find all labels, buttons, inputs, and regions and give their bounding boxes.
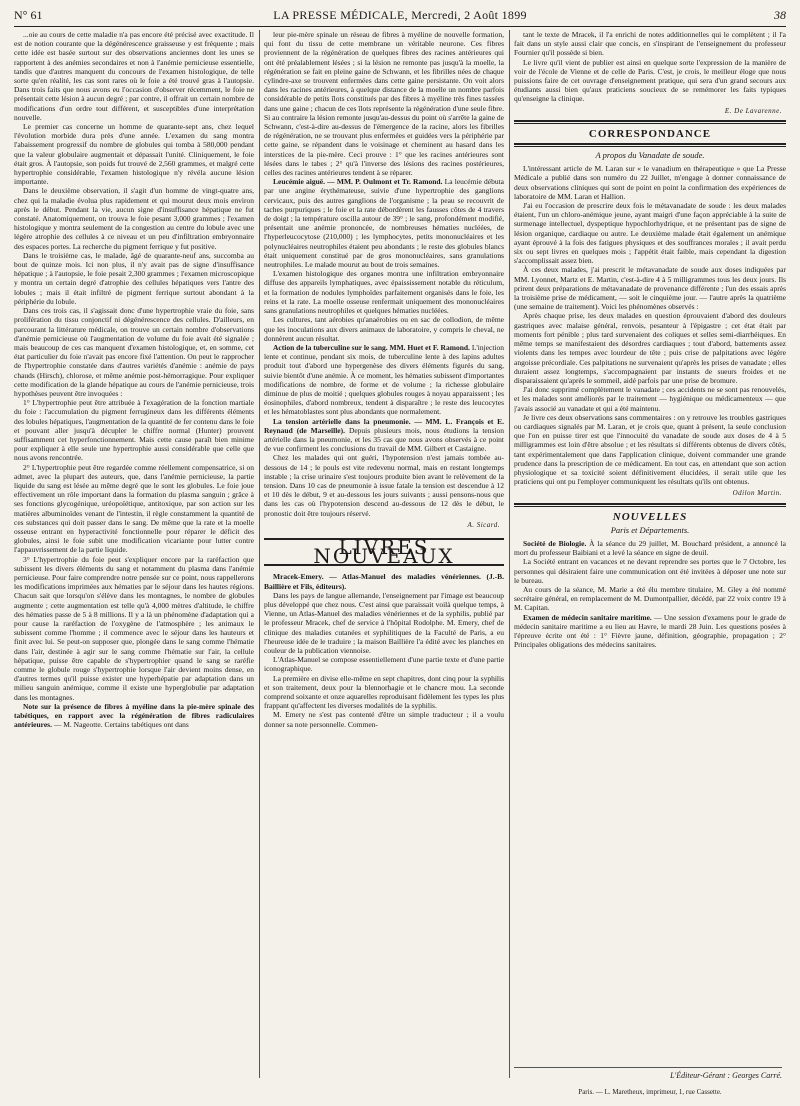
paragraph: L'examen histologique des organes montra une infiltration embryonnaire diffuse des appareils lymphatiques, avec épaississement notable du réticulum, et la formation de nodules lymphoïdes parfaitement organisés dans le foie, les reins et la rate. La moelle osseuse renfermait uniquement des mononucléaires sans granulations neutrophiles et quelques hématies nucléées.	[264, 269, 504, 316]
paragraph: Dans ces trois cas, il s'agissait donc d'une hypertrophie vraie du foie, sans prolifération du tissu conjonctif ni dégénérescence des cellules. D'ailleurs, en parcourant la littérature médicale, on trouve un certain nombre d'observations d'anémie pernicieuse où l'augmentation de volume du foie avait été signalée ; mais beaucoup de ces cas manquent d'examen histologique, et, en somme, cet état particulier du foie n'avait pas encore fixé l'attention. On peut le rapprocher de l'hypertrophie constatée dans d'autres variétés d'anémie : anémie de pays chauds (Hirsch), chlorose, et même anémie post-hémorragique. Pour expliquer cette modification de la glande hépatique au cours de l'anémie pernicieuse, trois hypothèses peuvent être invoquées :	[14, 306, 254, 398]
header-rule	[14, 26, 786, 27]
printer-line: Paris. — L. Maretheux, imprimeur, 1, rue Cassette.	[578, 1088, 722, 1096]
section-title: Leucémie aiguë. — MM. P. Oulmont et Tr. Ramond.	[273, 177, 443, 187]
section-paragraph	[264, 417, 504, 454]
page-number: 38	[774, 8, 786, 22]
news-title: Examen de médecin sanitaire maritime.	[523, 612, 652, 622]
news-item	[514, 613, 786, 650]
column-divider	[509, 30, 510, 1078]
paragraph: leur pie-mère spinale un réseau de fibres à myéline de nouvelle formation, qui font du tissu de cette membrane un véritable neurone. Ces fibres proviennent de la régénération de quelques fibres des racines antérieures qui ont été préalablement lésées ; si la lésion ne remonte pas jusqu'à la moelle, la régénération se fait en pleine gaine de Schwann, et les fibrilles nées de chaque cylindre-axe se trouvent enfermées dans cette gaine persistante. On voit alors dans les racines antérieures, à quelque distance de la moelle un nombre parfois considérable de petits îlots constitués par des fibres à myéline très fines tassées dans une gaine ; chacun de ces îlots représente la régénération d'une seule fibre. Si au contraire la lésion remonte jusqu'au-dessus du point où s'arrête la gaine de Schwann, c'est-à-dire au-dessus de l'émergence de la racine, alors les fibrilles de régénération, ne se trouvant plus enfermées et guidées vers la périphérie par cette gaine, se répandent dans le voisinage et cheminent au hasard dans les interstices de la pie-mère. Ceci prouve : 1° que les racines antérieures sont lésées dans le tabes ; 2° qu'à l'inverse des lésions des racines postérieures, celles des racines antérieures tendent à se réparer.	[264, 30, 504, 178]
signature: Odilon Martin.	[732, 489, 782, 498]
paragraph: Le livre qu'il vient de publier est ainsi en quelque sorte l'expression de la manière de voir de l'école de Vienne et de celle de Paris. C'est, je crois, le meilleur éloge que nous puissions faire de cet ouvrage d'enseignement pratique, qui sera d'un grand secours aux étudiants aussi bien qu'aux praticiens soucieux de se remémorer les faits typiques qu'enseigne la clinique.	[514, 57, 786, 104]
paragraph: Dans les pays de langue allemande, l'enseignement par l'image est beaucoup plus développé que chez nous. C'est ainsi que paraissait voilà quelque temps, à Vienne, un Atlas-Manuel des maladies vénériennes et de la syphilis, publié par le professeur Mracek, chef de service à l'hôpital Rodolphe. M. Emery, chef de clinique des maladies cutanées et syphilitiques de la Faculté de Paris, a eu l'heureuse idée de le traduire ; la maison Baillière l'a édité avec les planches en couleur de la publication viennoise.	[264, 590, 504, 655]
book-title: Mracek-Emery. — Atlas-Manuel des maladies vénériennes. (J.-B. Baillière et Fils, éditeurs).	[264, 572, 504, 591]
journal-title: LA PRESSE MÉDICALE, Mercredi, 2 Août 1899	[273, 8, 527, 22]
paragraph: Je livre ces deux observations sans commentaires : on y retrouve les troubles gastriques ou cardiaques signalés par M. Laran, et je crois que, quant à présent, la seule conclusion que l'on en puisse tirer est que l'innocuité du vanadate de soude aux doses de 4 à 5 milligrammes est loin d'être absolue ; et les résultats si différents obtenus de divers côtés, tant expérimentalement que dans l'application clinique, doivent commander une grande prudence dans la prescription de ce médicament. En tout cas, en attendant que son action physiologique et sa toxicité soient définitivement élucidées, il serait utile que les praticiens qui ont pu l'employer communiquent les résultats qu'ils ont obtenus.	[514, 412, 786, 487]
correspondance-heading: CORRESPONDANCE	[588, 127, 712, 140]
paragraph: À ces deux malades, j'ai prescrit le métavanadate de soude aux doses indiquées par MM. Lyonnet, Martz et E. Martin, c'est-à-dire 4 à 5 milligrammes tous les deux jours. Ils prirent deux préparations de métavanadate de provenance différente ; l'un des essais après la troisième prise de médicament, — soit le cinquième jour. — l'autre après la quatrième (une semaine de traitement). Voici les phénomènes observés :	[514, 265, 786, 312]
paragraph: La première en divise elle-même en sept chapitres, dont cinq pour la syphilis et son traitement, deux pour la blennorhagie et le chancre mou. La seconde comprend soixante et onze aquarelles reproduisant fidèlement les types les plus frappant qu'affectent les diverses modalités de la syphilis.	[264, 673, 504, 711]
editor-line: L'Éditeur-Gérant : Georges Carré.	[514, 1067, 782, 1080]
paragraph: M. Emery ne s'est pas contenté d'être un simple traducteur ; il a voulu donner sa note personnelle. Commen-	[264, 710, 504, 729]
nouvelles-heading: NOUVELLES	[612, 510, 688, 523]
news-item	[514, 557, 786, 585]
paragraph: J'ai eu l'occasion de prescrire deux fois le métavanadate de soude : les deux malades étaient, l'un un chloro-anémique jeune, ayant maigri d'une façon appréciable à la suite de surmenage intellectuel, dyspeptique hypochlorhydrique, et ne présentant pas de signe de lésion organique, cardiaque ou autre. Le deuxième malade était également un anémique ayant éprouvé à la fois des fatigues physiques et des souffrances morales ; il avait perdu six ou sept livres en quelques mois ; l'appétit était faible, mais cependant la digestion s'accomplissait assez bien.	[514, 201, 786, 266]
paragraph: tant le texte de Mracek, il l'a enrichi de notes additionnelles qui le complètent ; il l'a fait dans un style aussi clair que concis, en s'inspirant de l'enseignement du professeur Fournier qu'il possède si bien.	[514, 30, 786, 58]
column-divider	[259, 30, 260, 1078]
news-text: À la séance du 29 juillet, M. Bouchard président, a annoncé la mort du professeur Baibiani et a levé la séance en signe de deuil.	[514, 538, 786, 558]
column-3	[514, 30, 786, 1060]
paragraph: L'intéressant article de M. Laran sur « le vanadium en thérapeutique » que La Presse Médicale a publié dans son numéro du 22 Juillet, m'engage à donner connaissance de deux observations cliniques qui sont de point en point la confirmation des expériences de laboratoire de MM. Laran et Hallion.	[514, 164, 786, 201]
paragraph: L'Atlas-Manuel se compose essentiellement d'une partie texte et d'une partie iconographique.	[264, 655, 504, 674]
paragraph: 2° L'hypertrophie peut être regardée comme réellement compensatrice, si on admet, avec la plupart des auteurs, que, dans l'anémie pernicieuse, la partie liquide du sang est lésée au même degré que le sont les globules. Le foie joue effectivement un rôle important dans la formation du plasma sanguin ; grâce à ses fonctions glycogénique, uréopoïétique, antitoxique, par son action sur les matières albuminoïdes venant de l'intestin, il règle constamment la quantité de ces substances qui doit passer dans le sang. De même que la rate et la moelle osseuse entrant en hyperactivité fonctionnelle pour réparer le déficit des globules, ainsi le foie subit une modification vicariante pour lutter contre l'appauvrissement de la partie liquide.	[14, 462, 254, 555]
page-header	[14, 8, 786, 26]
section-paragraph	[264, 343, 504, 417]
paragraph: Le premier cas concerne un homme de quarante-sept ans, chez lequel l'évolution morbide dura près d'une année. L'examen du sang montra l'abaissement progressif du nombre de globules qui tomba à 580,000 pendant que la valeur globulaire augmentait et dépassait l'unité. Cliniquement, le foie était gros. À l'autopsie, son poids fut trouvé de 2,560 grammes, et malgré cette hypertrophie considérable, l'examen histologique n'y révéla aucune lésion importante.	[14, 122, 254, 187]
correspondance-subtitle: A propos du Vanadate de soude.	[595, 150, 705, 161]
paragraph: Après chaque prise, les deux malades en question éprouvaient d'abord des douleurs gastriques avec malaise général, renvois, pesanteur à l'épigastre ; cet état était par moments fort pénible ; plus tard survenaient des coliques et selles semi-diarrhéiques. En même temps se manifestaient des désordres cardiaques ; tout d'abord, battements assez violents dans les tempes avec lourdeur de tête ; puis crise de palpitations avec légère angoisse précordiale. Ces palpitations ne survenaient qu'après les prises de vanadate ; elles duraient assez longtemps, s'accompagnaient par instants de sueurs froides et ne disparaissaient qu'après le sommeil, aidé parfois par une prise de bromure.	[514, 311, 786, 385]
nouvelles-subtitle: Paris et Départements.	[610, 524, 690, 535]
livres-heading: LIVRES NOUVEAUX	[264, 538, 504, 566]
note-text: — M. Nageotte. Certains tabétiques ont dans	[53, 720, 189, 730]
section-text: La leucémie débuta par une angine érythémateuse, suivie d'une hypertrophie des ganglions cervicaux, puis des autres ganglions de l'organisme ; la peau se recouvrit de taches purpuriques ; le foie et la rate débordèrent les fausses côtes de 4 travers de doigt ; la température oscilla autour de 39° ; le sang, profondément modifié, présentait une anémie prononcée, de nombreuses hématies nucléées, de l'hyperleucocytose (210,000) ; les lymphocytes, petits mononucléaires et les polynucléaires neutrophiles étaient peu abondants ; le reste des globules blancs était uniquement constitué par de gros mononucléaires, sans granulations neutrophiles. Le malade mourut au bout de trois semaines.	[264, 177, 504, 270]
section-paragraph	[264, 177, 504, 269]
paragraph: ...oie au cours de cette maladie n'a pas encore été précisé avec exactitude. Il est de notion courante que la dégénérescence graisseuse y est fréquente ; mais cette idée est basée surtout sur des observations anciennes dont les unes se rapportent à des anémies secondaires et non à l'anémie pernicieuse essentielle, tandis que d'autres manquent du concours de l'examen histologique, de telle sorte qu'en réalité, les cas sont rares où le foie a été trouvé gras à l'autopsie. Dans trois faits que nous avons eu l'occasion d'observer récemment, le foie ne présentait cette lésion à aucun degré ; par contre, il offrait un certain nombre de modifications d'un ordre tout différent, et susceptibles d'une interprétation nouvelle.	[14, 30, 254, 122]
news-item	[514, 539, 786, 557]
news-text: — Une session d'examens pour le grade de médecin sanitaire maritime a eu lieu au Havre, le mardi 28 Juin. Les questions posées à l'épreuve écrite ont été : 1° Fièvre jaune, définition, géographie, propagation ; 2° Principales obligations des médecins sanitaires.	[514, 612, 786, 650]
section-title: La tension artérielle dans la pneumonie. — MM. L. François et E. Reynaud (de Marseille).	[264, 416, 504, 435]
section-title: Action de la tuberculine sur le sang. MM. Huet et F. Ramond.	[273, 342, 470, 352]
column-2	[264, 30, 504, 1078]
issue-number: N° 61	[14, 8, 43, 22]
paragraph: Les cultures, tant aérobies qu'anaérobies ou en sac de collodion, de même que les inoculations aux divers animaux de laboratoire, y compris le cheval, ne donnèrent aucun résultat.	[264, 315, 504, 343]
section-rule	[514, 120, 786, 124]
news-text: La Société entrant en vacances et ne devant reprendre ses portes que le 7 Octobre, les personnes qui désiraient faire une communication ont été invitées à déposer une note sur le bureau.	[514, 557, 786, 585]
paragraph: Dans le troisième cas, le malade, âgé de quarante-neuf ans, succomba au bout de quinze mois. Ici non plus, il n'y avait pas de signe d'insuffisance hépatique ; à l'autopsie, le foie pesait 2,300 grammes ; l'examen microscopique y montra un certain degré d'atrophie des cellules hépatiques vers l'antre des lobules ; mais il était infiltré de pigment ferrique surtout abondant à la périphérie du lobule.	[14, 250, 254, 306]
signature: A. Sicard.	[467, 520, 500, 529]
note-paragraph	[14, 702, 254, 730]
paragraph: 3° L'hypertrophie du foie peut s'expliquer encore par la raréfaction que subissent les divers éléments du sang et notamment du plasma dans l'anémie pernicieuse. Pour faire comprendre notre pensée sur ce point, nous rappellerons les modifications imprimées aux hématies par le séjour dans les hautes régions. Chacun sait que lorsqu'on s'élève dans les montagnes, le nombre de globules augmente ; cette augmentation est telle qu'à 4,000 mètres d'altitude, le chiffre des hématies passe de 5 à 8 millions. Il y a là un phénomène d'adaptation qui a pour cause la raréfaction de l'oxygène de l'atmosphère ; les animaux le subissent comme l'homme ; il commence avec le séjour dans les hauteurs et finit avec lui. Se peut-on supposer que, plongée dans le sang comme l'hématie dans l'air, destinée à agir sur le sang comme l'hématie sur l'air, la cellule hépatique, puisse être capable de s'hypertrophier quand le sang se raréfie comme le globule rouge s'hypertrophie lorsque l'air devient moins dense, en d'autres termes qu'il puisse exister une hyperhépatie par adaptation dans un milieu sanguin anémique, comme il existe une hyperglobulie par adaptation dans les montagnes.	[14, 554, 254, 702]
signature: E. De Lavarenne.	[724, 106, 782, 115]
news-title: Société de Biologie.	[523, 538, 587, 548]
book-entry-title	[264, 572, 504, 590]
section-rule	[514, 503, 786, 507]
news-text: Au cours de la séance, M. Marie a été élu membre titulaire, M. Gley a été nommé secrétaire général, en remplacement de M. Dumontpallier, décédé, par 22 voix contre 19 à M. Capitan.	[514, 584, 786, 613]
paragraph: J'ai donc supprimé complètement le vanadate ; ces accidents ne se sont pas renouvelés, et les malades sont améliorés par le traitement — hygiénique ou médicamenteux — que j'avais associé au vanadate et qui a été maintenu.	[514, 385, 786, 413]
section-rule	[514, 143, 786, 147]
section-text: Depuis plusieurs mois, nous étudions la tension artérielle dans la pneumonie, et les 35 cas que nous avons observés à ce point de vue confirment les conclusions du travail de MM. Gilbert et Castaigne.	[264, 425, 504, 454]
news-item	[514, 585, 786, 613]
column-1	[14, 30, 254, 1078]
note-title: Note sur la présence de fibres à myéline dans la pie-mère spinale des tabétiques, en rapport avec la régénération de fibres radiculaires antérieures.	[14, 701, 254, 730]
paragraph: Chez les malades qui ont guéri, l'hypotension n'est jamais tombée au-dessous de 14 ; le pouls est vite redevenu normal, mais en restant longtemps instable ; la crise urinaire s'est toujours produite bien avant le relèvement de la tension. Dans 10 cas de pneumonie à issue fatale la tension est descendue à 12 et 10 dès le début, 9 et au-dessous les jours suivants ; aussi pensons-nous que dans les cas où l'hypotension descend au-dessous de 12 dès le début, le pronostic doit être toujours réservé.	[264, 453, 504, 518]
section-text: L'injection lente et continue, pendant six mois, de tuberculine lente à des lapins adultes produit tout d'abord une hypergenèse des divers éléments figurés du sang, suivie bientôt d'une anémie. À ce moment, les hématies subissent d'importantes modifications de nombre, de forme et de volume ; la richesse globulaire diminue de plus de moitié ; quelques globules rouges à noyau apparaissent ; les éosinophiles, d'abord nombreux, tendent à disparaître ; le reste des leucocytes et les hématoblastes sont plus abondants que normalement.	[264, 342, 504, 417]
paragraph: Dans le deuxième observation, il s'agit d'un homme de vingt-quatre ans, chez qui la maladie évolua plus rapidement et qui mourut deux mois environ après le début. Pendant la vie, aucun signe d'insuffisance hépatique ne fut constaté. Anatomiquement, on trouva le foie pesant 3,000 grammes ; l'examen histologique y montra seulement de la congestion au centre du lobule avec une légère atrophie des cellules à ce niveau et un peu d'infiltration embryonnaire des espaces portes. La recherche du pigment ferrique y fut positive.	[14, 186, 254, 251]
paragraph: 1° L'hypertrophie peut être attribuée à l'exagération de la fonction martiale du foie : l'accumulation du pigment ferrugineux dans les différents éléments des lobules hépatiques, l'augmentation de la quantité de fer contenu dans le foie et pouvant aller jusqu'à décupler le chiffre normal (Hunter) prouvent suffisamment cet hyperfonctionnement. Mais cette cause paraît bien minime pour expliquer à elle seule une hypertrophie aussi considérable que celle que nous avons rencontrée.	[14, 398, 254, 463]
